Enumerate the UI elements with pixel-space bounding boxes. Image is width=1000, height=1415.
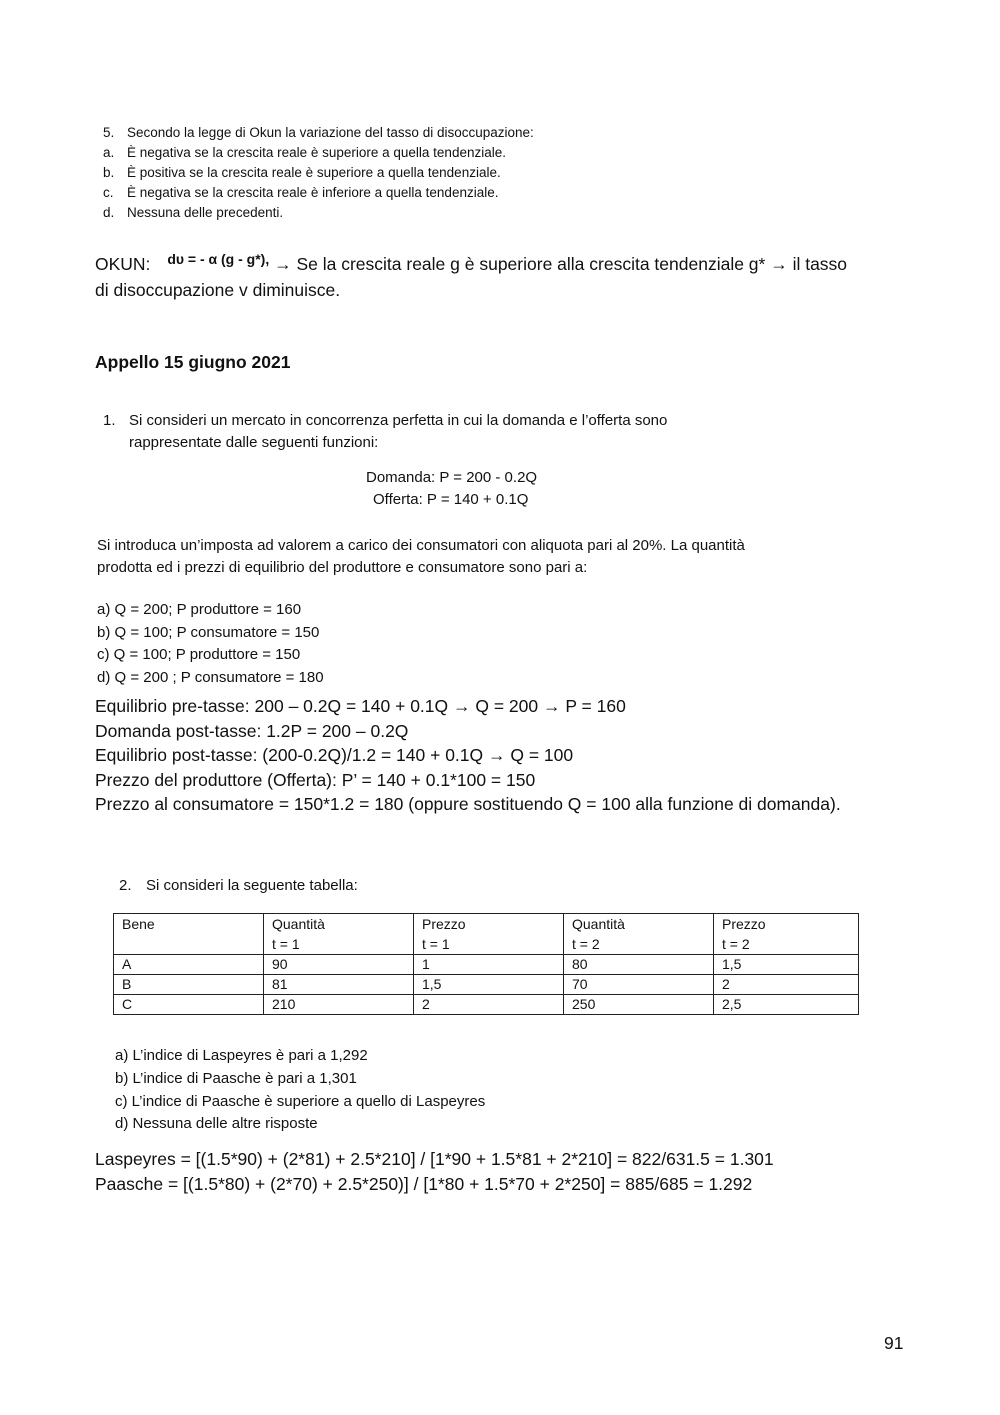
table-cell: A (114, 955, 264, 975)
question-number: 2. (119, 877, 132, 894)
table-header-cell: Quantità t = 2 (564, 914, 714, 955)
demand-function: Domanda: P = 200 - 0.2Q (366, 469, 538, 486)
page-number: 91 (884, 1333, 904, 1353)
question-text: Si consideri un mercato in concorrenza perfetta in cui la domanda e l’offerta sono (129, 412, 668, 429)
table-header-row (114, 914, 859, 955)
table-row (114, 995, 859, 1015)
option-text: È positiva se la crescita reale è superiore a quella tendenziale. (127, 165, 501, 180)
table-header-cell: Prezzo t = 1 (414, 914, 564, 955)
q1-options (97, 599, 324, 689)
option-label: d. (103, 205, 115, 220)
table-cell: 210 (264, 995, 414, 1015)
table-row (114, 975, 859, 995)
okun-question (103, 123, 534, 223)
q2-options (115, 1045, 485, 1136)
table-cell: C (114, 995, 264, 1015)
solution-line: Laspeyres = [(1.5*90) + (2*81) + 2.5*210] / [1*90 + 1.5*81 + 2*210] = 822/631.5 = 1.301 (95, 1149, 774, 1169)
option-text: Nessuna delle precedenti. (127, 205, 284, 220)
question-text: Si consideri la seguente tabella: (146, 877, 358, 894)
option-text: È negativa se la crescita reale è superiore a quella tendenziale. (127, 145, 506, 160)
option: d) Q = 200 ; P consumatore = 180 (97, 668, 324, 686)
okun-answer-line1 (95, 251, 848, 275)
question-text: Secondo la legge di Okun la variazione del tasso di disoccupazione: (127, 125, 534, 140)
option: a) Q = 200; P produttore = 160 (97, 601, 302, 618)
okun-answer-line2: di disoccupazione v diminuisce. (95, 280, 341, 300)
q1-text (97, 535, 745, 579)
solution-line: Equilibrio pre-tasse: 200 – 0.2Q = 140 + 0.1Q → Q = 200 → P = 160 (95, 696, 626, 716)
q1-text-line: prodotta ed i prezzi di equilibrio del produttore e consumatore sono pari a: (97, 559, 588, 576)
q1-solution (95, 694, 841, 817)
okun-explanation: → Se la crescita reale g è superiore alla crescita tendenziale g* → il tasso (274, 254, 848, 274)
solution-line: Prezzo del produttore (Offerta): P’ = 140 + 0.1*100 = 150 (95, 769, 536, 790)
option: a) L’indice di Laspeyres è pari a 1,292 (115, 1047, 368, 1064)
q2-solution (95, 1147, 774, 1197)
question-text: rappresentate dalle seguenti funzioni: (129, 434, 379, 451)
table-cell: 2 (714, 975, 859, 995)
table-cell: 1 (414, 955, 564, 975)
question-number: 1. (103, 412, 116, 429)
option: b) Q = 100; P consumatore = 150 (97, 623, 320, 641)
option: b) L’indice di Paasche è pari a 1,301 (115, 1069, 357, 1087)
okun-formula: dυ = - α (g - g*), (167, 251, 270, 267)
option: c) Q = 100; P produttore = 150 (97, 646, 301, 663)
solution-line: Prezzo al consumatore = 150*1.2 = 180 (oppure sostituendo Q = 100 alla funzione di domanda). (95, 794, 841, 815)
table-cell: 1,5 (714, 955, 859, 975)
option: d) Nessuna delle altre risposte (115, 1115, 318, 1133)
okun-prefix: OKUN: (95, 254, 151, 274)
table-cell: 90 (264, 955, 414, 975)
table-header-cell: Quantità t = 1 (264, 914, 414, 955)
table-cell: 81 (264, 975, 414, 995)
table-row (114, 955, 859, 975)
q1-stem (103, 410, 667, 454)
table-cell: 2,5 (714, 995, 859, 1015)
table-header-cell: Bene (114, 914, 264, 955)
supply-function: Offerta: P = 140 + 0.1Q (373, 491, 529, 508)
table-cell: 250 (564, 995, 714, 1015)
q2-stem (119, 877, 358, 894)
option-label: b. (103, 165, 115, 180)
data-table (113, 913, 859, 1015)
section-title: Appello 15 giugno 2021 (95, 352, 291, 372)
table-cell: 80 (564, 955, 714, 975)
solution-line: Equilibrio post-tasse: (200-0.2Q)/1.2 = 140 + 0.1Q → Q = 100 (95, 745, 574, 766)
q1-text-line: Si introduca un’imposta ad valorem a carico dei consumatori con aliquota pari al 20%. La quantità (97, 537, 745, 554)
table-header-cell: Prezzo t = 2 (714, 914, 859, 955)
option-text: È negativa se la crescita reale è inferiore a quella tendenziale. (127, 185, 499, 200)
solution-line: Domanda post-tasse: 1.2P = 200 – 0.2Q (95, 720, 409, 741)
option-label: c. (103, 185, 114, 200)
option-label: a. (103, 145, 115, 160)
table-cell: 2 (414, 995, 564, 1015)
table-cell: 70 (564, 975, 714, 995)
table-cell: 1,5 (414, 975, 564, 995)
solution-line: Paasche = [(1.5*80) + (2*70) + 2.5*250)] / [1*80 + 1.5*70 + 2*250] = 885/685 = 1.292 (95, 1174, 753, 1194)
question-number: 5. (103, 125, 115, 140)
option: c) L’indice di Paasche è superiore a quello di Laspeyres (115, 1092, 486, 1110)
table-cell: B (114, 975, 264, 995)
